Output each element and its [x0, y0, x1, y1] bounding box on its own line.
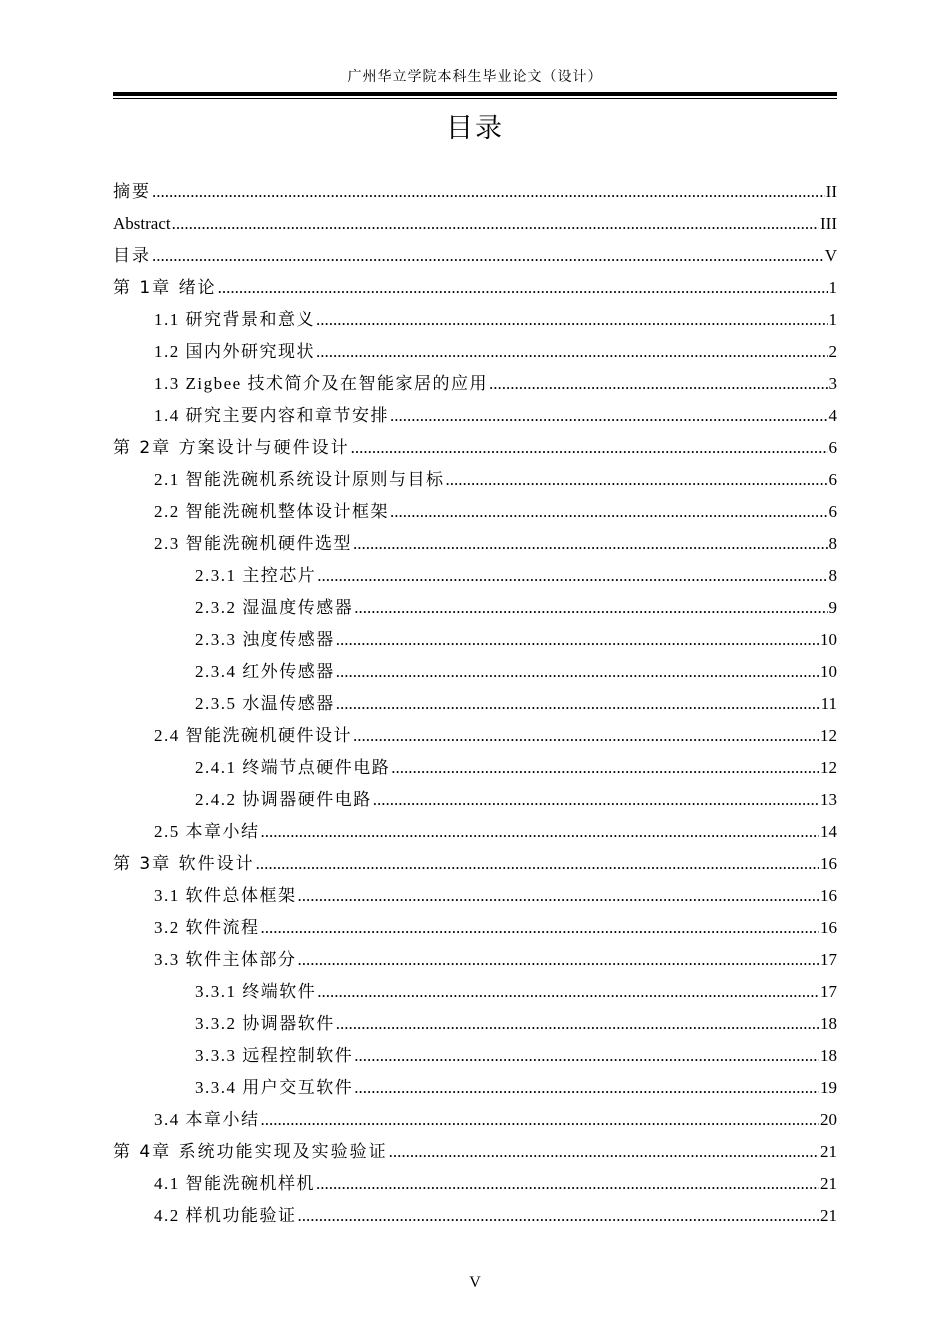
- toc-entry[interactable]: [113, 1040, 837, 1072]
- toc-entry[interactable]: [113, 880, 837, 912]
- toc-entry-page: 16: [820, 918, 837, 937]
- toc-leader-dots: [353, 528, 828, 560]
- toc-entry-label: 3.3 软件主体部分: [154, 950, 297, 969]
- toc-entry-label: 4.1 智能洗碗机样机: [154, 1174, 315, 1193]
- toc-entry[interactable]: [113, 304, 837, 336]
- toc-leader-dots: [172, 208, 819, 240]
- toc-leader-dots: [261, 1104, 820, 1136]
- toc-entry[interactable]: [113, 784, 837, 816]
- toc-entry-label: Abstract: [113, 214, 171, 233]
- toc-entry-page: 14: [820, 822, 837, 841]
- toc-entry-page: 2: [828, 342, 837, 361]
- header-rule-thick: [113, 92, 837, 96]
- toc-entry-page: 11: [820, 694, 837, 713]
- toc-entry-page: 21: [820, 1206, 837, 1225]
- toc-entry-label: 3.1 软件总体框架: [154, 886, 297, 905]
- toc-entry-label: 2.3.4 红外传感器: [195, 662, 335, 681]
- toc-leader-dots: [373, 784, 819, 816]
- toc-leader-dots: [489, 368, 828, 400]
- toc-leader-dots: [152, 240, 824, 272]
- toc-leader-dots: [261, 816, 820, 848]
- toc-entry[interactable]: [113, 1008, 837, 1040]
- toc-entry[interactable]: [113, 1072, 837, 1104]
- toc-entry-page: 10: [820, 662, 837, 681]
- toc-entry[interactable]: [113, 400, 837, 432]
- toc-leader-dots: [316, 304, 828, 336]
- toc-entry-label: 2.4.1 终端节点硬件电路: [195, 758, 391, 777]
- toc-leader-dots: [353, 720, 819, 752]
- running-header: 广州华立学院本科生毕业论文（设计）: [347, 70, 603, 85]
- toc-leader-dots: [317, 560, 827, 592]
- toc-entry-label: 4.2 样机功能验证: [154, 1206, 297, 1225]
- toc-leader-dots: [354, 1072, 819, 1104]
- toc-entry-label: 1.4 研究主要内容和章节安排: [154, 406, 389, 425]
- toc-entry-page: 9: [828, 598, 837, 617]
- toc-entry-page: V: [824, 246, 837, 265]
- toc-entry-page: 21: [820, 1174, 837, 1193]
- toc-leader-dots: [354, 1040, 819, 1072]
- toc-entry-page: 12: [820, 726, 837, 745]
- toc-entry-label: 2.3.5 水温传感器: [195, 694, 335, 713]
- toc-entry[interactable]: [113, 208, 837, 240]
- toc-entry[interactable]: [113, 560, 837, 592]
- toc-entry-label: 2.3.3 浊度传感器: [195, 630, 335, 649]
- table-of-contents: [113, 176, 837, 1232]
- toc-entry[interactable]: [113, 1136, 837, 1168]
- toc-entry-page: 1: [828, 310, 837, 329]
- toc-entry[interactable]: [113, 1104, 837, 1136]
- toc-entry-page: 16: [820, 886, 837, 905]
- toc-entry[interactable]: [113, 944, 837, 976]
- toc-entry-label: 2.1 智能洗碗机系统设计原则与目标: [154, 470, 445, 489]
- toc-entry-page: III: [820, 214, 837, 233]
- toc-leader-dots: [390, 496, 828, 528]
- toc-entry-page: 18: [820, 1014, 837, 1033]
- toc-leader-dots: [256, 848, 819, 880]
- toc-entry-page: 6: [828, 502, 837, 521]
- toc-leader-dots: [152, 176, 825, 208]
- page-number: V: [469, 1274, 481, 1291]
- toc-entry-page: 1: [828, 278, 837, 297]
- toc-entry-page: 6: [828, 470, 837, 489]
- toc-leader-dots: [389, 1136, 819, 1168]
- toc-leader-dots: [261, 912, 820, 944]
- page-title: 目录: [446, 113, 504, 144]
- toc-entry-label: 2.5 本章小结: [154, 822, 260, 841]
- toc-entry-label: 3.2 软件流程: [154, 918, 260, 937]
- toc-leader-dots: [390, 400, 828, 432]
- toc-entry-page: 17: [820, 982, 837, 1001]
- toc-entry-page: 3: [828, 374, 837, 393]
- toc-entry[interactable]: [113, 848, 837, 880]
- toc-entry-label: 第 2章 方案设计与硬件设计: [113, 438, 350, 458]
- toc-entry-label: 目录: [113, 246, 151, 266]
- toc-entry[interactable]: [113, 624, 837, 656]
- toc-entry[interactable]: [113, 976, 837, 1008]
- toc-leader-dots: [298, 944, 820, 976]
- toc-entry-page: 18: [820, 1046, 837, 1065]
- toc-entry-page: 16: [820, 854, 837, 873]
- toc-leader-dots: [354, 592, 827, 624]
- toc-entry-label: 3.3.3 远程控制软件: [195, 1046, 354, 1065]
- toc-entry-page: 13: [820, 790, 837, 809]
- toc-leader-dots: [218, 272, 828, 304]
- toc-entry-label: 2.3.2 湿温度传感器: [195, 598, 354, 617]
- toc-entry[interactable]: [113, 656, 837, 688]
- toc-entry-page: 17: [820, 950, 837, 969]
- toc-entry[interactable]: [113, 240, 837, 272]
- toc-entry-label: 2.3 智能洗碗机硬件选型: [154, 534, 352, 553]
- toc-entry[interactable]: [113, 912, 837, 944]
- header-rule-thin: [113, 98, 837, 99]
- toc-leader-dots: [351, 432, 828, 464]
- toc-leader-dots: [298, 880, 820, 912]
- toc-leader-dots: [391, 752, 819, 784]
- toc-leader-dots: [446, 464, 828, 496]
- toc-entry-page: 12: [820, 758, 837, 777]
- toc-entry[interactable]: [113, 688, 837, 720]
- toc-entry-label: 3.3.2 协调器软件: [195, 1014, 335, 1033]
- toc-entry[interactable]: [113, 464, 837, 496]
- toc-entry-page: 19: [820, 1078, 837, 1097]
- toc-entry-label: 第 4章 系统功能实现及实验验证: [113, 1142, 388, 1162]
- toc-entry[interactable]: [113, 592, 837, 624]
- toc-entry-label: 3.3.1 终端软件: [195, 982, 317, 1001]
- toc-entry-page: 21: [820, 1142, 837, 1161]
- toc-entry-label: 第 1章 绪论: [113, 278, 217, 298]
- toc-entry-label: 3.4 本章小结: [154, 1110, 260, 1129]
- toc-entry[interactable]: [113, 336, 837, 368]
- toc-entry-page: 10: [820, 630, 837, 649]
- toc-entry-page: 8: [828, 566, 837, 585]
- toc-entry-page: 6: [828, 438, 837, 457]
- toc-entry-label: 2.4.2 协调器硬件电路: [195, 790, 372, 809]
- toc-leader-dots: [298, 1200, 820, 1232]
- toc-leader-dots: [336, 624, 819, 656]
- toc-entry-label: 2.4 智能洗碗机硬件设计: [154, 726, 352, 745]
- toc-entry[interactable]: [113, 528, 837, 560]
- toc-entry-page: II: [825, 182, 837, 201]
- toc-leader-dots: [316, 1168, 819, 1200]
- toc-entry[interactable]: [113, 720, 837, 752]
- toc-entry-label: 第 3章 软件设计: [113, 854, 255, 874]
- toc-entry-label: 1.3 Zigbee 技术简介及在智能家居的应用: [154, 374, 488, 393]
- toc-entry[interactable]: [113, 1200, 837, 1232]
- toc-leader-dots: [336, 688, 820, 720]
- toc-entry[interactable]: [113, 816, 837, 848]
- toc-entry-label: 2.2 智能洗碗机整体设计框架: [154, 502, 389, 521]
- toc-entry-label: 摘要: [113, 182, 151, 202]
- toc-leader-dots: [317, 976, 819, 1008]
- toc-entry-page: 8: [828, 534, 837, 553]
- toc-entry[interactable]: [113, 752, 837, 784]
- toc-entry-label: 1.1 研究背景和意义: [154, 310, 315, 329]
- toc-leader-dots: [336, 656, 819, 688]
- toc-leader-dots: [336, 1008, 819, 1040]
- toc-entry-page: 4: [828, 406, 837, 425]
- toc-entry-label: 2.3.1 主控芯片: [195, 566, 317, 585]
- toc-entry[interactable]: [113, 432, 837, 464]
- toc-entry[interactable]: [113, 176, 837, 208]
- toc-entry[interactable]: [113, 272, 837, 304]
- toc-entry[interactable]: [113, 368, 837, 400]
- toc-entry-page: 20: [820, 1110, 837, 1129]
- toc-entry[interactable]: [113, 496, 837, 528]
- toc-leader-dots: [316, 336, 828, 368]
- toc-entry-label: 1.2 国内外研究现状: [154, 342, 315, 361]
- toc-entry[interactable]: [113, 1168, 837, 1200]
- toc-entry-label: 3.3.4 用户交互软件: [195, 1078, 354, 1097]
